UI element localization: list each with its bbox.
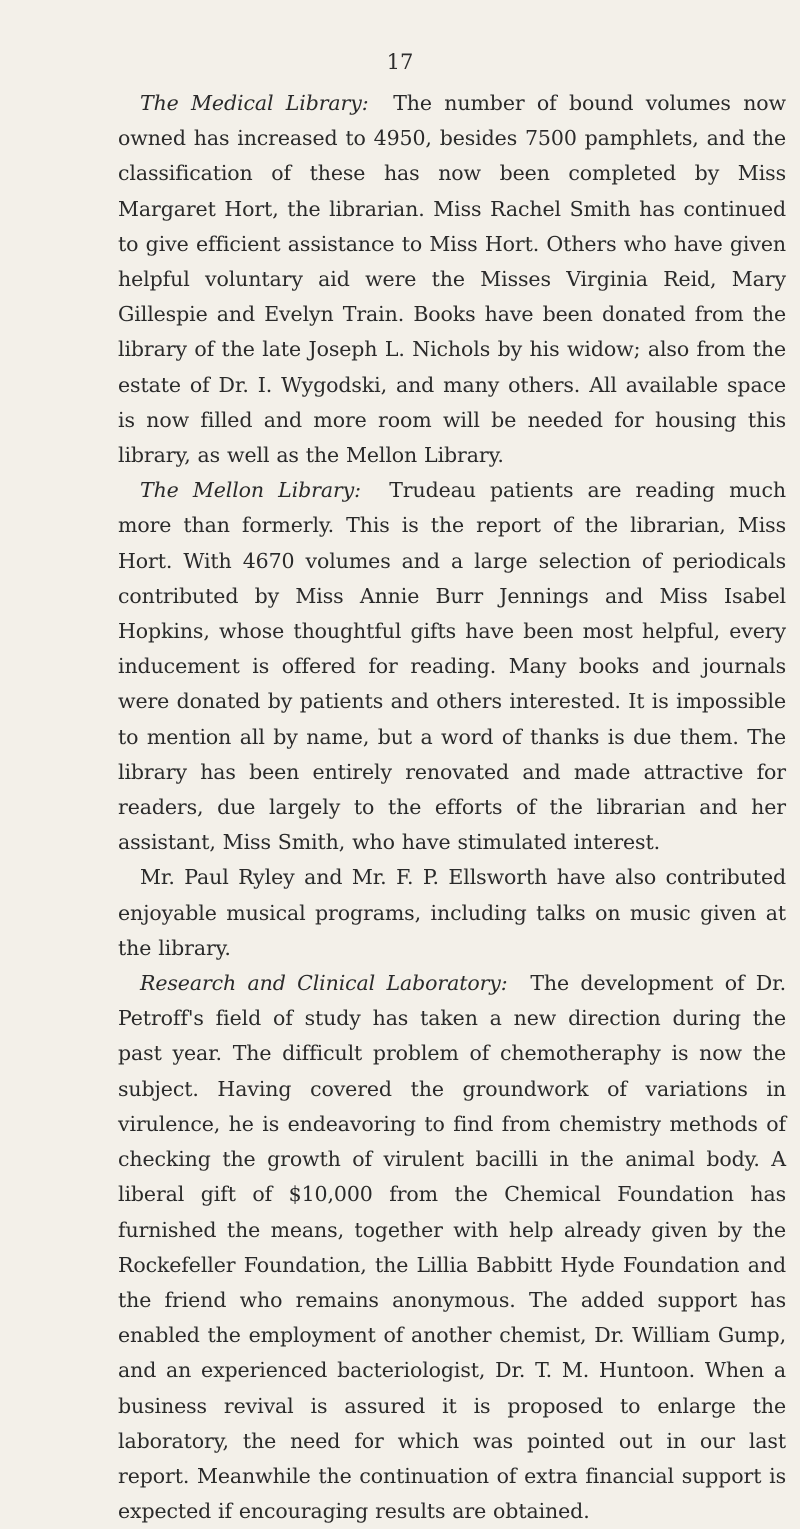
paragraph-text: Mr. Paul Ryley and Mr. F. P. Ellsworth have also contributed enjoyable musical programs, including talks on music given at the library. xyxy=(118,865,786,960)
paragraph-text: The development of Dr. Petroff's field of study has taken a new direction during the past year. The difficult problem of chemotheraphy is now the subject. Having covered the groundwork of variations in virulence, he is endeavoring to find from chemistry methods of checking the growth of virulent bacilli in the animal body. A liberal gift of $10,000 from the Chemical Foundation has furnished the means, together with help already given by the Rockefeller Foundation, the Lillia Babbitt Hyde Foundation and the friend who remains anonymous. The added support has enabled the employment of another chemist, Dr. William Gump, and an experienced bacteriologist, Dr. T. M. Huntoon. When a business revival is assured it is proposed to enlarge the laboratory, the need for which was pointed out in our last report. Meanwhile the continuation of extra financial support is expected if encouraging results are obtained. xyxy=(118,971,786,1524)
page-number: 17 xyxy=(386,50,414,74)
paragraph-musical-programs xyxy=(118,860,786,966)
section-heading-mellon-library: The Mellon Library: xyxy=(140,478,361,503)
paragraph-text: Trudeau patients are reading much more than formerly. This is the report of the librarian, Miss Hort. With 4670 volumes and a large selection of periodicals contributed by Miss Annie Burr Jennings and Miss Isabel Hopkins, whose thoughtful gifts have been most helpful, every inducement is offered for reading. Many books and journals were donated by patients and others interested. It is impossible to mention all by name, but a word of thanks is due them. The library has been entirely renovated and made attractive for readers, due largely to the efforts of the librarian and her assistant, Miss Smith, who have stimulated interest. xyxy=(118,478,786,855)
section-heading-research-laboratory: Research and Clinical Laboratory: xyxy=(140,971,508,996)
paragraph-research-laboratory xyxy=(118,966,786,1529)
paragraph-medical-library xyxy=(118,86,786,473)
paragraph-mellon-library xyxy=(118,473,786,860)
body-text xyxy=(118,86,786,1529)
section-heading-medical-library: The Medical Library: xyxy=(140,91,369,115)
paragraph-text: The number of bound volumes now owned has increased to 4950, besides 7500 pamphlets, and the classification of these has now been completed by Miss Margaret Hort, the librarian. Miss Rachel Smith has continued to give efficient assistance to Miss Hort. Others who have given helpful voluntary aid were the Misses Virginia Reid, Mary Gillespie and Evelyn Train. Books have been donated from the library of the late Joseph L. Nichols by his widow; also from the estate of Dr. I. Wygodski, and many others. All available space is now filled and more room will be needed for housing this library, as well as the Mellon Library. xyxy=(118,91,786,468)
